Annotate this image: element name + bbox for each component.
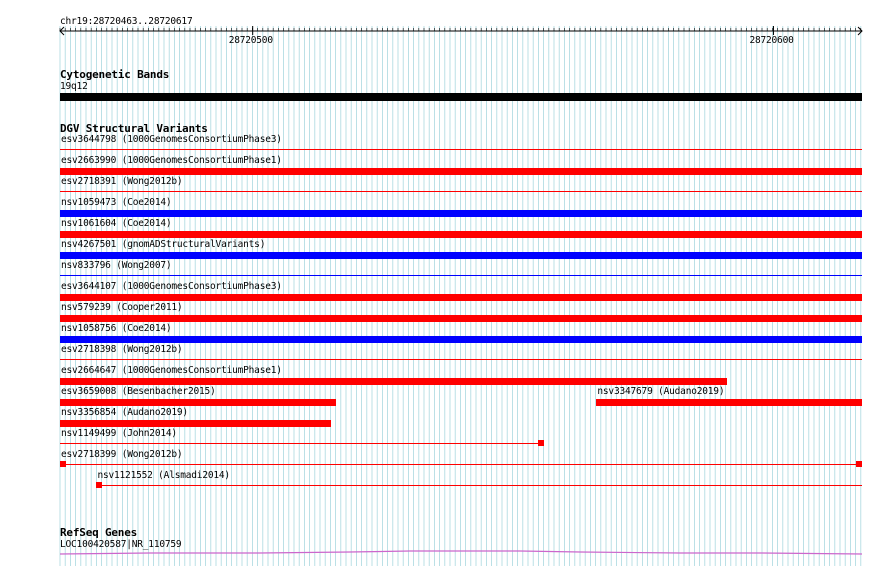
variant-label[interactable]: nsv4267501 (gnomADStructuralVariants) [61, 239, 266, 250]
variant-feature-bar[interactable] [60, 191, 862, 192]
cytoband-bar[interactable] [60, 93, 862, 101]
variant-label[interactable]: nsv1059473 (Coe2014) [61, 197, 172, 208]
variant-label[interactable]: nsv579239 (Cooper2011) [61, 302, 183, 313]
refseq-gene-feature[interactable] [0, 548, 890, 558]
variant-feature-bar[interactable] [60, 210, 862, 217]
variant-end-marker [856, 461, 862, 467]
variant-label[interactable]: esv2664647 (1000GenomesConsortiumPhase1) [61, 365, 282, 376]
ruler-tick-label: 28720500 [228, 35, 273, 46]
variant-feature-bar[interactable] [60, 443, 544, 444]
variant-label[interactable]: esv2718391 (Wong2012b) [61, 176, 183, 187]
variant-feature-bar[interactable] [596, 399, 862, 406]
variant-feature-bar[interactable] [60, 420, 331, 427]
variant-feature-bar[interactable] [60, 149, 862, 150]
dgv-track-title: DGV Structural Variants [60, 122, 208, 135]
refseq-gene-line[interactable] [60, 551, 862, 554]
variant-label[interactable]: esv3659008 (Besenbacher2015) [61, 386, 216, 397]
variant-label[interactable]: nsv1149499 (John2014) [61, 428, 177, 439]
variant-label[interactable]: esv2663990 (1000GenomesConsortiumPhase1) [61, 155, 282, 166]
variant-end-marker [538, 440, 544, 446]
variant-end-marker [96, 482, 102, 488]
variant-label[interactable]: esv3644107 (1000GenomesConsortiumPhase3) [61, 281, 282, 292]
variant-label[interactable]: esv3644798 (1000GenomesConsortiumPhase3) [61, 134, 282, 145]
ruler-tick-label: 28720600 [749, 35, 794, 46]
cytoband-label: 19q12 [60, 81, 88, 92]
variant-feature-bar[interactable] [60, 275, 862, 276]
variant-end-marker [60, 461, 66, 467]
refseq-gene-label[interactable]: LOC100420587|NR_110759 [60, 539, 182, 550]
variant-feature-bar[interactable] [60, 378, 727, 385]
variant-feature-bar[interactable] [60, 315, 862, 322]
variant-feature-bar[interactable] [60, 252, 862, 259]
variant-feature-bar[interactable] [60, 464, 862, 465]
variant-label[interactable]: nsv1058756 (Coe2014) [61, 323, 172, 334]
variant-label[interactable]: esv2718399 (Wong2012b) [61, 449, 183, 460]
variant-feature-bar[interactable] [96, 485, 862, 486]
variant-feature-bar[interactable] [60, 399, 336, 406]
variant-feature-bar[interactable] [60, 294, 862, 301]
region-label: chr19:28720463..28720617 [60, 16, 193, 27]
variant-label[interactable]: nsv3356854 (Audano2019) [61, 407, 188, 418]
variant-label[interactable]: nsv3347679 (Audano2019) [597, 386, 725, 397]
variant-feature-bar[interactable] [60, 336, 862, 343]
cytoband-track-title: Cytogenetic Bands [60, 68, 170, 81]
variant-feature-bar[interactable] [60, 231, 862, 238]
variant-feature-bar[interactable] [60, 168, 862, 175]
variant-label[interactable]: nsv1121552 (Alsmadi2014) [97, 470, 230, 481]
variant-label[interactable]: nsv833796 (Wong2007) [61, 260, 172, 271]
variant-feature-bar[interactable] [60, 359, 862, 360]
variant-label[interactable]: nsv1061604 (Coe2014) [61, 218, 172, 229]
refseq-track-title: RefSeq Genes [60, 526, 138, 539]
variant-label[interactable]: esv2718398 (Wong2012b) [61, 344, 183, 355]
